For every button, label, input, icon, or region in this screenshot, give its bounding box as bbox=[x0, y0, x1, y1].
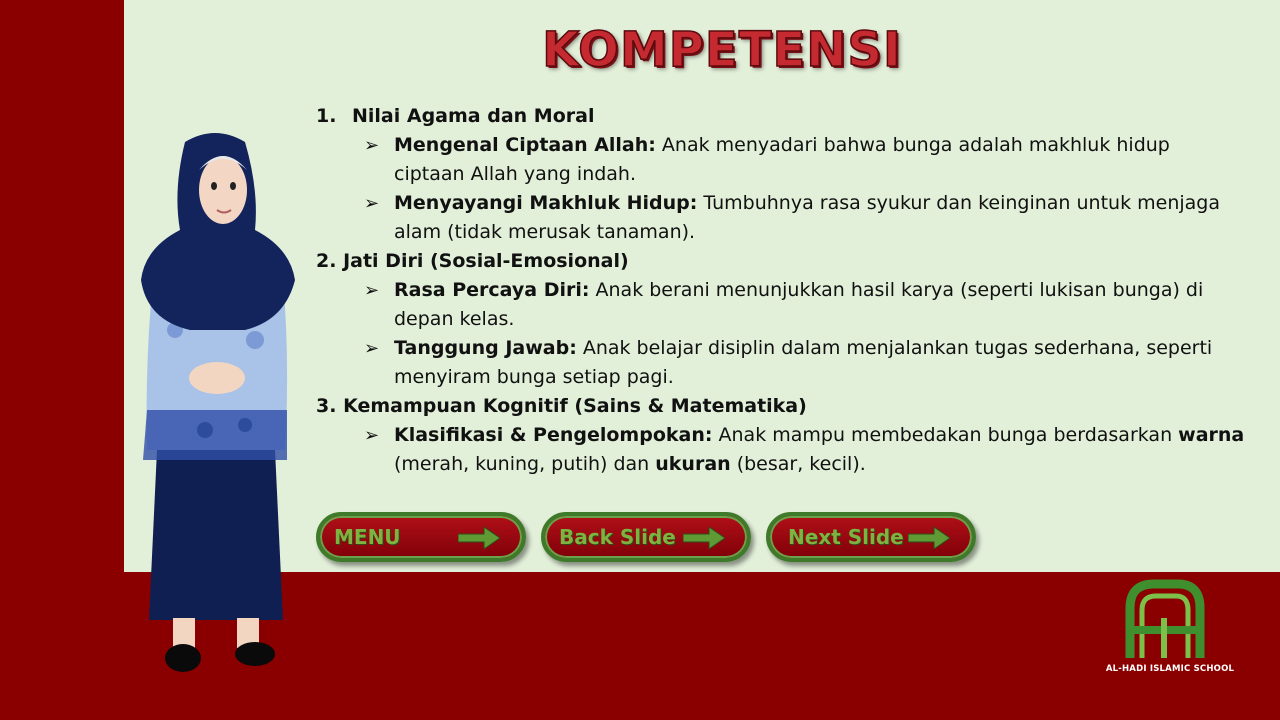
menu-button[interactable] bbox=[316, 512, 526, 562]
school-name: AL-HADI ISLAMIC SCHOOL bbox=[1105, 664, 1235, 674]
arrow-right-icon bbox=[908, 527, 950, 549]
item-text: (merah, kuning, putih) dan bbox=[394, 453, 656, 475]
list-item bbox=[316, 131, 1246, 189]
item-term: Mengenal Ciptaan Allah: bbox=[394, 134, 656, 156]
list-item bbox=[316, 334, 1246, 392]
item-text: Anak berani menunjukkan hasil karya (seperti lukisan bunga) di depan kelas. bbox=[394, 279, 1204, 330]
item-text: Tumbuhnya rasa syukur dan keinginan untuk menjaga alam (tidak merusak tanaman). bbox=[394, 192, 1220, 243]
back-slide-button-label: Back Slide bbox=[559, 525, 676, 549]
arrow-right-icon bbox=[683, 527, 725, 549]
section-heading bbox=[316, 247, 1246, 276]
arrow-bullet-icon: ➢ bbox=[364, 135, 380, 156]
back-slide-button[interactable] bbox=[541, 512, 751, 562]
next-slide-button-label: Next Slide bbox=[788, 525, 904, 549]
arrow-bullet-icon: ➢ bbox=[364, 338, 380, 359]
section-number: 2. bbox=[316, 250, 337, 272]
list-item bbox=[316, 276, 1246, 334]
school-logo bbox=[1100, 578, 1240, 678]
section-title: Kemampuan Kognitif (Sains & Matematika) bbox=[343, 395, 807, 417]
arrow-bullet-icon: ➢ bbox=[364, 280, 380, 301]
arrow-bullet-icon: ➢ bbox=[364, 425, 380, 446]
item-term: Rasa Percaya Diri: bbox=[394, 279, 590, 301]
arrow-bullet-icon: ➢ bbox=[364, 193, 380, 214]
al-hadi-logo-icon bbox=[1100, 578, 1240, 664]
section-title: Nilai Agama dan Moral bbox=[352, 105, 595, 127]
section-heading bbox=[316, 392, 1246, 421]
section-title: Jati Diri (Sosial-Emosional) bbox=[343, 250, 629, 272]
item-text: (besar, kecil). bbox=[730, 453, 866, 475]
list-item bbox=[316, 421, 1246, 479]
item-text: Anak mampu membedakan bunga berdasarkan bbox=[712, 424, 1179, 446]
competency-list bbox=[316, 102, 1246, 479]
section-number: 1. bbox=[316, 105, 337, 127]
item-text: Anak belajar disiplin dalam menjalankan tugas sederhana, seperti menyiram bunga setiap pagi. bbox=[394, 337, 1213, 388]
item-emphasis: ukuran bbox=[655, 453, 731, 475]
arrow-right-icon bbox=[458, 527, 500, 549]
item-term: Klasifikasi & Pengelompokan: bbox=[394, 424, 713, 446]
section-number: 3. bbox=[316, 395, 337, 417]
list-item bbox=[316, 189, 1246, 247]
section-heading bbox=[316, 102, 1246, 131]
teacher-character-illustration bbox=[135, 130, 300, 680]
item-text: Anak menyadari bahwa bunga adalah makhluk hidup ciptaan Allah yang indah. bbox=[394, 134, 1170, 185]
item-emphasis: warna bbox=[1178, 424, 1245, 446]
next-slide-button[interactable] bbox=[766, 512, 976, 562]
item-term: Menyayangi Makhluk Hidup: bbox=[394, 192, 698, 214]
item-term: Tanggung Jawab: bbox=[394, 337, 577, 359]
slide-title: KOMPETENSI bbox=[542, 22, 902, 78]
menu-button-label: MENU bbox=[334, 525, 401, 549]
